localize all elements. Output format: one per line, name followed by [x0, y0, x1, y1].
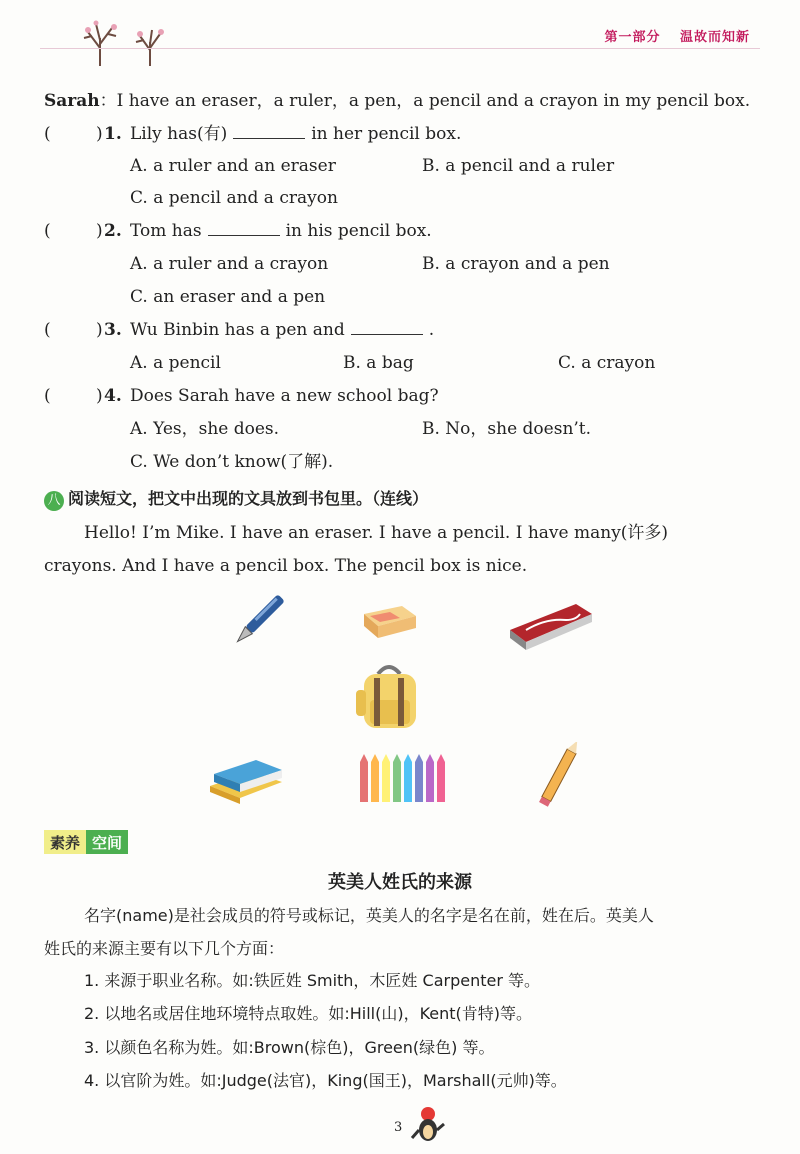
- q1-number: 1.: [104, 124, 122, 144]
- article-item-4: 4. 以官阶为姓。如:Judge(法官)，King(国王)，Marshall(元帅)等。: [84, 1071, 567, 1090]
- article-title: 英美人姓氏的来源: [328, 872, 472, 893]
- section8-title: 阅读短文，把文中出现的文具放到书包里。（连线）: [68, 489, 429, 508]
- header-section: 温故而知新: [679, 30, 750, 45]
- crayons-picture[interactable]: [356, 752, 448, 808]
- pencil-box-picture[interactable]: [506, 600, 596, 654]
- q3-paren-close: ): [96, 320, 103, 340]
- header-divider: [40, 48, 760, 49]
- q4-option-a[interactable]: A. Yes，she does.: [130, 419, 280, 439]
- q4-stem-a: Does Sarah have a new school bag?: [130, 386, 439, 406]
- article-item-1: 1. 来源于职业名称。如:铁匠姓 Smith，木匠姓 Carpenter 等。: [84, 971, 540, 990]
- header-part: 第一部分: [604, 30, 661, 45]
- q2-option-c[interactable]: C. an eraser and a pen: [130, 287, 326, 307]
- page-number: 3: [394, 1120, 403, 1135]
- q3-option-a[interactable]: A. a pencil: [130, 353, 221, 373]
- books-picture[interactable]: [206, 752, 286, 806]
- q4-number: 4.: [104, 386, 122, 406]
- q1-option-a[interactable]: A. a ruler and an eraser: [130, 156, 336, 176]
- q4-option-b[interactable]: B. No，she doesn’t.: [422, 419, 592, 439]
- school-bag-picture[interactable]: [352, 660, 426, 730]
- q2-number: 2.: [104, 221, 122, 241]
- q2-stem-a: Tom has: [130, 221, 202, 241]
- q2-paren-open: (: [44, 221, 51, 241]
- q4-stem: [130, 385, 439, 407]
- q1-paren-open: (: [44, 124, 51, 144]
- q3-stem-a: Wu Binbin has a pen and: [130, 320, 345, 340]
- q2-stem-b: in his pencil box.: [285, 221, 432, 241]
- mascot-icon: [410, 1104, 446, 1144]
- q1-stem-a: Lily has(有): [130, 124, 228, 144]
- q1-stem-b: in her pencil box.: [311, 124, 462, 144]
- article-intro-line1: 名字(name)是社会成员的符号或标记，英美人的名字是名在前，姓在后。英美人: [84, 906, 654, 925]
- section8-heading: [44, 486, 428, 511]
- q2-option-b[interactable]: B. a crayon and a pen: [422, 254, 610, 274]
- q3-stem: [130, 319, 434, 341]
- suyang-label-b: 空间: [86, 830, 128, 854]
- q3-stem-b: .: [428, 320, 435, 340]
- q1-option-c[interactable]: C. a pencil and a crayon: [130, 188, 338, 208]
- q3-number: 3.: [104, 320, 122, 340]
- eraser-picture[interactable]: [360, 600, 420, 640]
- suyang-label: [44, 830, 128, 854]
- q2-stem: [130, 220, 432, 242]
- pencil-picture[interactable]: [534, 742, 582, 812]
- q1-blank[interactable]: [233, 123, 305, 139]
- q3-paren-open: (: [44, 320, 51, 340]
- section8-badge: 八: [44, 491, 64, 511]
- sarah-speaker: Sarah: [44, 91, 100, 111]
- q1-option-b[interactable]: B. a pencil and a ruler: [422, 156, 615, 176]
- q1-paren-close: ): [96, 124, 103, 144]
- article-intro-line2: 姓氏的来源主要有以下几个方面：: [44, 939, 285, 958]
- sarah-line: [44, 90, 750, 112]
- q3-option-b[interactable]: B. a bag: [343, 353, 414, 373]
- q3-blank[interactable]: [351, 319, 423, 335]
- q2-option-a[interactable]: A. a ruler and a crayon: [130, 254, 329, 274]
- article-item-2: 2. 以地名或居住地环境特点取姓。如:Hill(山)，Kent(肯特)等。: [84, 1004, 533, 1023]
- header-label: [590, 26, 750, 45]
- section8-paragraph-line2: crayons. And I have a pencil box. The pencil box is nice.: [44, 556, 528, 576]
- section8-paragraph-line1: Hello! I’m Mike. I have an eraser. I have a pencil. I have many(许多): [84, 523, 669, 543]
- suyang-label-a: 素养: [44, 830, 86, 854]
- q1-stem: [130, 123, 461, 145]
- pen-picture[interactable]: [228, 588, 288, 654]
- q2-blank[interactable]: [208, 220, 280, 236]
- article-item-3: 3. 以颜色名称为姓。如:Brown(棕色)，Green(绿色) 等。: [84, 1038, 495, 1057]
- tree-illustration: [70, 18, 180, 68]
- q3-option-c[interactable]: C. a crayon: [558, 353, 656, 373]
- q4-option-c[interactable]: C. We don’t know(了解).: [130, 452, 334, 472]
- sarah-text: ：I have an eraser，a ruler，a pen，a pencil and a crayon in my pencil box.: [99, 91, 751, 111]
- q4-paren-close: ): [96, 386, 103, 406]
- q4-paren-open: (: [44, 386, 51, 406]
- q2-paren-close: ): [96, 221, 103, 241]
